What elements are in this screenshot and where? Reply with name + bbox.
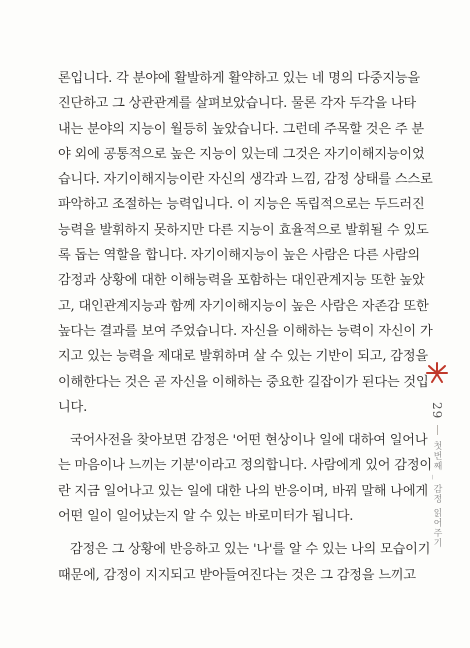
text-line: 야 외에 공통적으로 높은 지능이 있는데 그것은 자기이해지능이었 [58, 146, 425, 162]
text-line: 지고 있는 능력을 제대로 발휘하며 살 수 있는 기반이 되고, 감정을 [58, 349, 428, 365]
paragraph-3 [58, 537, 431, 588]
text-line: 는 마음이나 느끼는 기분'이라고 정의합니다. 사람에게 있어 감정이 [58, 458, 432, 474]
text-line: 니다. [58, 399, 88, 415]
paragraph-1 [58, 66, 433, 420]
text-line: 이해한다는 것은 곧 자신을 이해하는 중요한 길잡이가 된다는 것입 [58, 374, 429, 390]
text-line: 파악하고 조절하는 능력입니다. 이 지능은 독립적으로는 두드러진 [58, 197, 425, 213]
text-line: 높다는 결과를 보여 주었습니다. 자신을 이해하는 능력이 자신이 가 [58, 323, 433, 339]
flower-ornament-icon [424, 360, 450, 386]
text-line: 어떤 일이 일어났는지 알 수 있는 바로미터가 됩니다. [58, 509, 354, 525]
text-line: 감정은 그 상황에 반응하고 있는 '나'를 알 수 있는 나의 모습이기 [70, 542, 431, 558]
text-line: 록 돕는 역할을 합니다. 자기이해지능이 높은 사람은 다른 사람의 [58, 248, 420, 264]
text-line: 고, 대인관계지능과 함께 자기이해지능이 높은 사람은 자존감 또한 [58, 298, 429, 314]
text-line: 감정과 상황에 대한 이해능력을 포함하는 대인관계지능 또한 높았 [58, 273, 425, 289]
text-line: 론입니다. 각 분야에 활발하게 활약하고 있는 네 명의 다중지능을 [58, 71, 420, 86]
text-line: 능력을 발휘하지 못하지만 다른 지능이 효율적으로 발휘될 수 있도 [58, 222, 429, 238]
page-number: 29 [430, 402, 444, 420]
text-line: 때문에, 감정이 지지되고 받아들여진다는 것은 그 감정을 느끼고 [58, 567, 416, 583]
paragraph-2 [58, 428, 432, 529]
text-line: 내는 분야의 지능이 월등히 높았습니다. 그런데 주목할 것은 주 분 [58, 121, 424, 137]
margin-divider [437, 425, 438, 435]
text-line: 란 지금 일어나고 있는 일에 대한 나의 반응이며, 바꿔 말해 나에게 [58, 483, 428, 499]
running-head: 첫번째 _ 감정 읽어주기 [431, 441, 442, 549]
text-line: 국어사전을 찾아보면 감정은 '어떤 현상이나 일에 대하여 일어나 [70, 433, 428, 449]
text-line: 습니다. 자기이해지능이란 자신의 생각과 느낌, 감정 상태를 스스로 [58, 172, 433, 188]
margin-marker [422, 360, 452, 548]
text-line: 진단하고 그 상관관계를 살펴보았습니다. 물론 각자 두각을 나타 [58, 96, 416, 112]
body-text [58, 66, 433, 588]
